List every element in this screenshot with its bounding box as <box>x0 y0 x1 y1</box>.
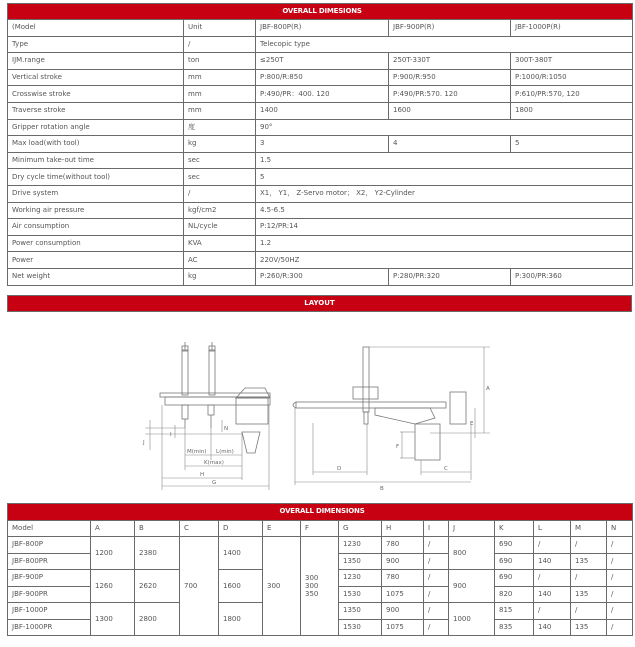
dim-n-cell: / <box>607 570 633 587</box>
dim-label-g: G <box>212 480 217 486</box>
spec-row <box>8 69 633 86</box>
dim-l-cell: / <box>534 603 571 620</box>
dim-label-d: D <box>337 466 342 472</box>
spec-row <box>8 268 633 285</box>
dim-j-cell: 800 <box>449 537 495 570</box>
dim-g-cell: 1350 <box>339 553 382 570</box>
spec-row <box>8 235 633 252</box>
spec-header-row <box>8 20 633 37</box>
spec-table-title: OVERALL DIMESIONS <box>8 4 633 20</box>
dims-header-cell: D <box>219 520 263 537</box>
dims-header-cell: N <box>607 520 633 537</box>
dim-a-cell: 1300 <box>91 603 135 636</box>
spec-unit: / <box>184 185 256 202</box>
dim-label-f: F <box>396 444 400 450</box>
dim-j-cell: 900 <box>449 570 495 603</box>
side-view-drawing <box>142 342 270 490</box>
dim-k-cell: 690 <box>495 553 534 570</box>
dim-label-k: K(max) <box>204 460 224 466</box>
spec-value: 5 <box>256 169 633 186</box>
spec-row <box>8 152 633 169</box>
dim-g-cell: 1530 <box>339 619 382 636</box>
model-cell: JBF-800PR <box>8 553 91 570</box>
dim-n-cell: / <box>607 619 633 636</box>
header-cell: (Model <box>8 20 184 37</box>
dim-m-cell: / <box>571 537 607 554</box>
spec-value: 1.2 <box>256 235 633 252</box>
dims-title-row <box>8 504 633 521</box>
spec-value: 1.5 <box>256 152 633 169</box>
dim-b-cell: 2380 <box>135 537 180 570</box>
spec-value: 4.5-6.5 <box>256 202 633 219</box>
dims-header-cell: H <box>382 520 424 537</box>
spec-row <box>8 86 633 103</box>
spec-value: 3 <box>256 136 389 153</box>
dims-header-cell: J <box>449 520 495 537</box>
dim-k-cell: 820 <box>495 586 534 603</box>
spec-unit: sec <box>184 152 256 169</box>
header-cell: JBF-800P(R) <box>256 20 389 37</box>
spec-label: Crosswise stroke <box>8 86 184 103</box>
dims-row <box>8 537 633 554</box>
spec-unit: mm <box>184 102 256 119</box>
dim-n-cell: / <box>607 553 633 570</box>
dim-h-cell: 1075 <box>382 619 424 636</box>
dim-h-cell: 780 <box>382 537 424 554</box>
spec-label: Power <box>8 252 184 269</box>
spec-label: Working air pressure <box>8 202 184 219</box>
dim-label-e: E <box>470 421 474 427</box>
spec-value: 220V/50HZ <box>256 252 633 269</box>
spec-label: Max load(with tool) <box>8 136 184 153</box>
spec-row <box>8 53 633 70</box>
dim-label-c: C <box>444 466 448 472</box>
spec-value: P:260/R:300 <box>256 268 389 285</box>
dim-n-cell: / <box>607 586 633 603</box>
dim-l-cell: / <box>534 570 571 587</box>
dims-header-cell: F <box>301 520 339 537</box>
dims-header-cell: L <box>534 520 571 537</box>
layout-section-title: LAYOUT <box>7 295 632 312</box>
dim-label-b: B <box>380 486 384 492</box>
dims-header-cell: A <box>91 520 135 537</box>
spec-row <box>8 136 633 153</box>
dim-d-cell: 1400 <box>219 537 263 570</box>
spec-row <box>8 252 633 269</box>
spec-value: 1600 <box>389 102 511 119</box>
dim-n-cell: / <box>607 603 633 620</box>
dim-label-n: N <box>224 426 229 432</box>
spec-value: P:490/PR:570. 120 <box>389 86 511 103</box>
dim-m-cell: / <box>571 603 607 620</box>
spec-table <box>7 3 633 286</box>
dim-h-cell: 900 <box>382 603 424 620</box>
model-cell: JBF-1000PR <box>8 619 91 636</box>
dim-i-cell: / <box>424 586 449 603</box>
spec-value: 4 <box>389 136 511 153</box>
dim-m-cell: 135 <box>571 553 607 570</box>
spec-value: 90° <box>256 119 633 136</box>
dim-label-j: J <box>143 440 145 446</box>
dim-i-cell: / <box>424 603 449 620</box>
dim-n-cell: / <box>607 537 633 554</box>
spec-unit: 度 <box>184 119 256 136</box>
spec-value: P:300/PR:360 <box>511 268 633 285</box>
dim-l-cell: / <box>534 537 571 554</box>
dim-k-cell: 690 <box>495 570 534 587</box>
spec-label: Net weight <box>8 268 184 285</box>
spec-row <box>8 185 633 202</box>
spec-unit: / <box>184 36 256 53</box>
spec-label: Power consumption <box>8 235 184 252</box>
dim-l-cell: 140 <box>534 586 571 603</box>
spec-label: Traverse stroke <box>8 102 184 119</box>
spec-value: X1， Y1， Z-Servo motor； X2， Y2-Cylinder <box>256 185 633 202</box>
model-cell: JBF-800P <box>8 537 91 554</box>
dims-header-cell: M <box>571 520 607 537</box>
spec-value: P:280/PR:320 <box>389 268 511 285</box>
spec-unit: kg <box>184 136 256 153</box>
dim-i-cell: / <box>424 570 449 587</box>
dim-d-cell: 1800 <box>219 603 263 636</box>
spec-label: Type <box>8 36 184 53</box>
model-cell: JBF-900PR <box>8 586 91 603</box>
front-view-drawing <box>293 347 490 492</box>
header-cell: JBF-1000P(R) <box>511 20 633 37</box>
spec-value: ≤250T <box>256 53 389 70</box>
spec-row <box>8 102 633 119</box>
dim-m-cell: 135 <box>571 586 607 603</box>
dim-a-cell: 1200 <box>91 537 135 570</box>
spec-unit: kgf/cm2 <box>184 202 256 219</box>
spec-unit: NL/cycle <box>184 219 256 236</box>
dim-label-h: H <box>200 472 205 478</box>
dim-b-cell: 2620 <box>135 570 180 603</box>
spec-unit: sec <box>184 169 256 186</box>
dim-h-cell: 780 <box>382 570 424 587</box>
spec-unit: AC <box>184 252 256 269</box>
dim-label-i: I <box>170 432 172 438</box>
dim-f-value: 350 <box>305 590 319 598</box>
model-cell: JBF-1000P <box>8 603 91 620</box>
dims-header-cell: G <box>339 520 382 537</box>
dim-g-cell: 1230 <box>339 570 382 587</box>
dim-f-value: 300 <box>305 574 319 582</box>
spec-row <box>8 219 633 236</box>
spec-label: Dry cycle time(without tool) <box>8 169 184 186</box>
dim-c-cell: 700 <box>180 537 219 636</box>
spec-label: IJM.range <box>8 53 184 70</box>
dim-m-cell: / <box>571 570 607 587</box>
spec-label: Air consumption <box>8 219 184 236</box>
spec-label: Minimum take-out time <box>8 152 184 169</box>
dims-header-cell: C <box>180 520 219 537</box>
dim-label-m: M(min) <box>187 449 207 455</box>
spec-unit: mm <box>184 86 256 103</box>
dim-j-cell: 1000 <box>449 603 495 636</box>
spec-value: 5 <box>511 136 633 153</box>
spec-value: 250T-330T <box>389 53 511 70</box>
dim-i-cell: / <box>424 537 449 554</box>
dims-header-cell: I <box>424 520 449 537</box>
header-cell: Unit <box>184 20 256 37</box>
spec-row <box>8 119 633 136</box>
spec-value: Telecopic type <box>256 36 633 53</box>
dims-header-cell: Model <box>8 520 91 537</box>
dim-g-cell: 1230 <box>339 537 382 554</box>
dims-header-cell: E <box>263 520 301 537</box>
dims-header-cell: K <box>495 520 534 537</box>
spec-label: Drive system <box>8 185 184 202</box>
dims-table-body <box>8 537 633 636</box>
dim-k-cell: 835 <box>495 619 534 636</box>
layout-drawings <box>130 320 500 495</box>
spec-unit: kg <box>184 268 256 285</box>
dim-h-cell: 1075 <box>382 586 424 603</box>
spec-row <box>8 36 633 53</box>
dim-m-cell: 135 <box>571 619 607 636</box>
dim-k-cell: 690 <box>495 537 534 554</box>
spec-value: P:800/R:850 <box>256 69 389 86</box>
spec-title-row <box>8 4 633 20</box>
dim-k-cell: 815 <box>495 603 534 620</box>
spec-row <box>8 169 633 186</box>
dim-label-a: A <box>486 386 490 392</box>
dim-d-cell: 1600 <box>219 570 263 603</box>
spec-value: P:1000/R:1050 <box>511 69 633 86</box>
spec-value: P:900/R:950 <box>389 69 511 86</box>
dims-header-cell: B <box>135 520 180 537</box>
header-cell: JBF-900P(R) <box>389 20 511 37</box>
spec-value: P:490/PR：400. 120 <box>256 86 389 103</box>
dim-b-cell: 2800 <box>135 603 180 636</box>
dims-header-row <box>8 520 633 537</box>
spec-value: P:610/PR:570, 120 <box>511 86 633 103</box>
dimensions-table <box>7 503 633 636</box>
dim-a-cell: 1260 <box>91 570 135 603</box>
spec-value: 300T-380T <box>511 53 633 70</box>
spec-label: Gripper rotation angle <box>8 119 184 136</box>
spec-unit: ton <box>184 53 256 70</box>
dim-l-cell: 140 <box>534 619 571 636</box>
spec-row <box>8 202 633 219</box>
dim-g-cell: 1350 <box>339 603 382 620</box>
dim-h-cell: 900 <box>382 553 424 570</box>
spec-unit: mm <box>184 69 256 86</box>
dim-i-cell: / <box>424 619 449 636</box>
dim-l-cell: 140 <box>534 553 571 570</box>
spec-value: 1400 <box>256 102 389 119</box>
dim-e-cell: 300 <box>263 537 301 636</box>
dim-i-cell: / <box>424 553 449 570</box>
spec-value: P:12/PR:14 <box>256 219 633 236</box>
model-cell: JBF-900P <box>8 570 91 587</box>
dims-table-title: OVERALL DIMENSIONS <box>8 504 633 521</box>
dim-label-l: L(min) <box>216 449 234 455</box>
dim-f-value: 300 <box>305 582 319 590</box>
spec-label: Vertical stroke <box>8 69 184 86</box>
dim-f-cell <box>301 537 339 636</box>
spec-unit: KVA <box>184 235 256 252</box>
dim-g-cell: 1530 <box>339 586 382 603</box>
spec-value: 1800 <box>511 102 633 119</box>
spec-table-body <box>8 36 633 285</box>
